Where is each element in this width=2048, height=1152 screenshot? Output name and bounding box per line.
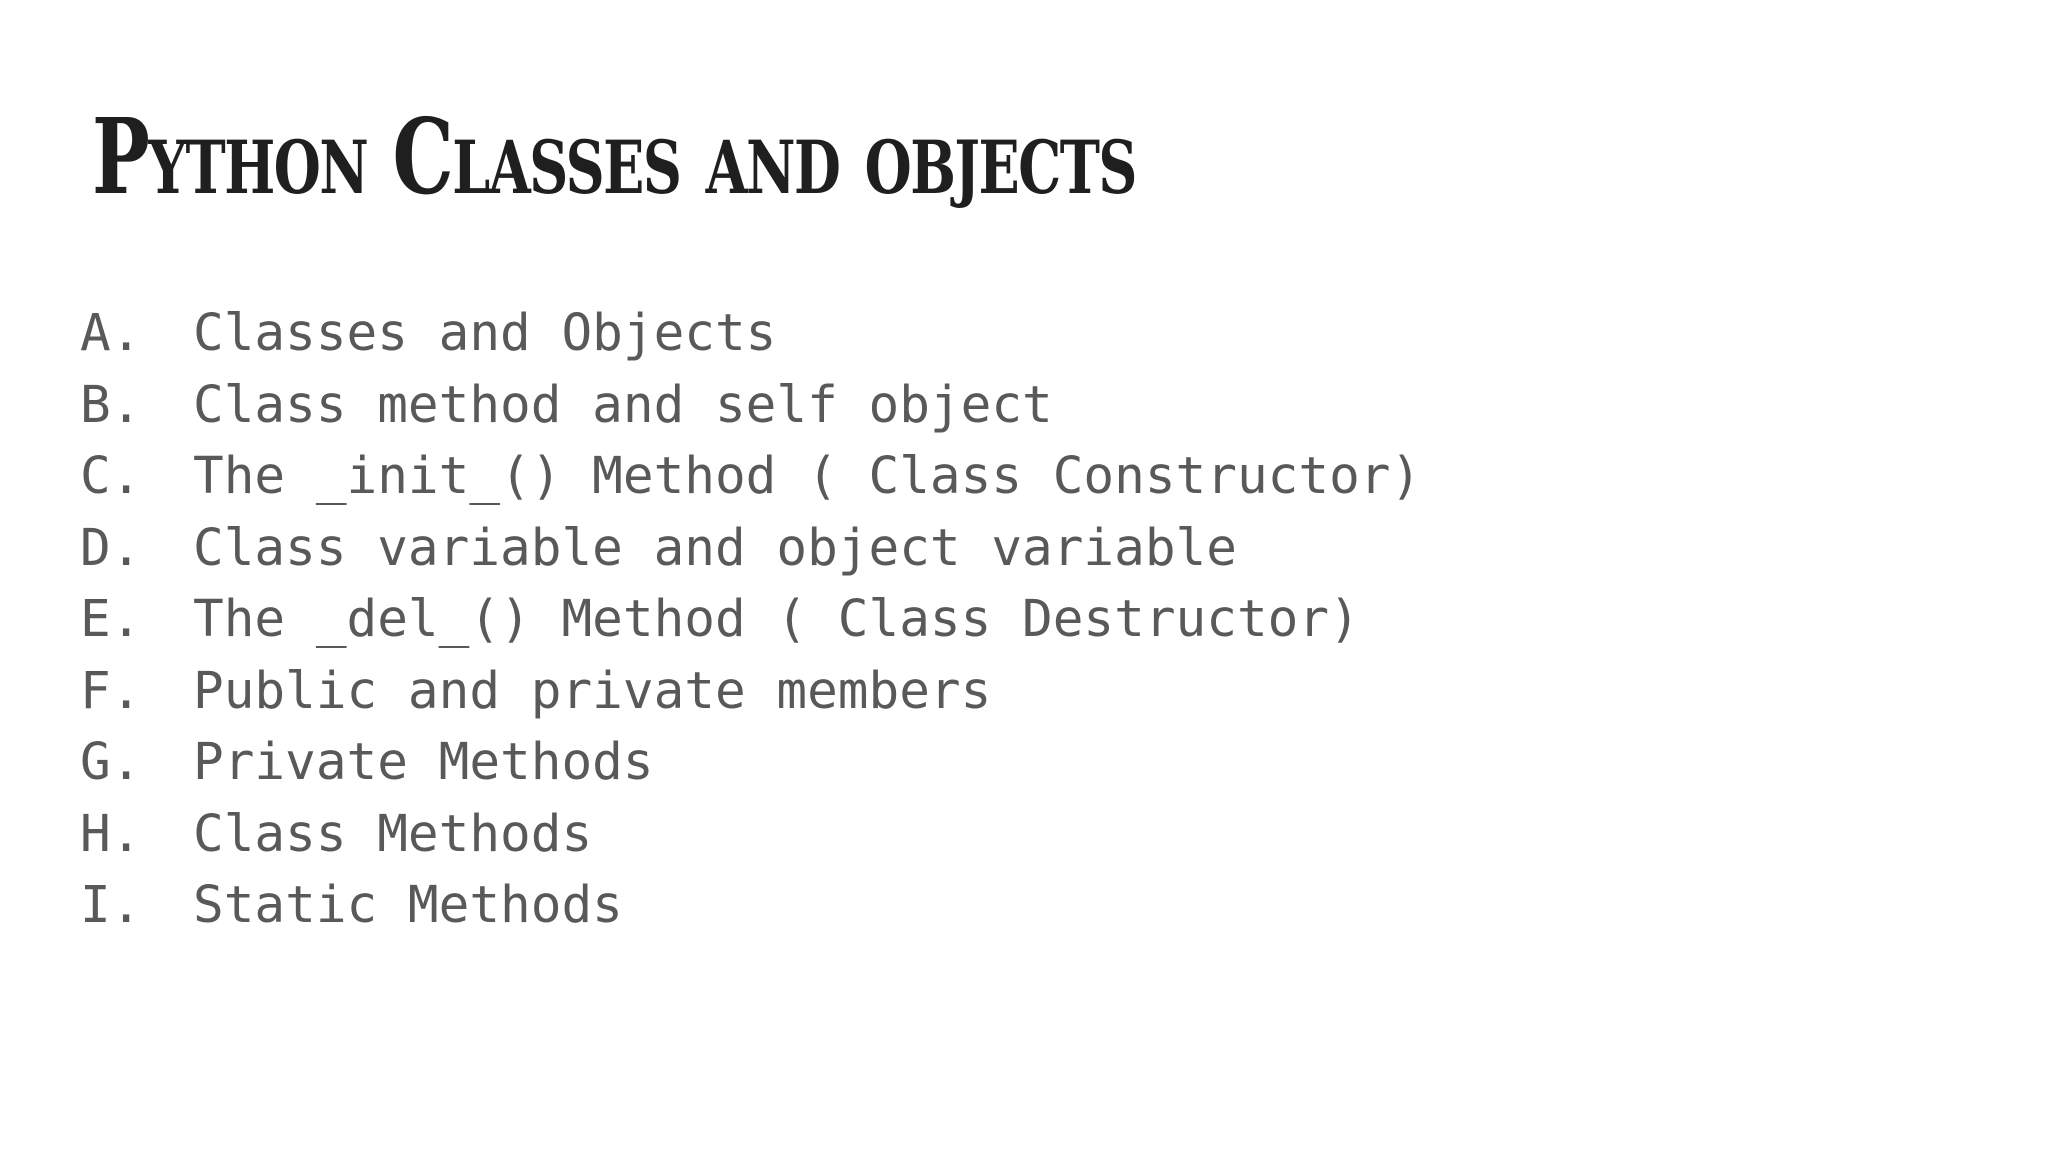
- list-item-text: The _init_() Method ( Class Constructor): [193, 447, 1422, 506]
- list-marker: E.: [80, 590, 142, 649]
- list-marker: B.: [80, 375, 142, 435]
- list-marker: G.: [80, 733, 142, 792]
- slide-title: Python Classes and objects: [92, 95, 1136, 218]
- list-item: [80, 656, 1421, 728]
- list-marker: A.: [80, 304, 142, 363]
- list-item: [80, 441, 1421, 513]
- list-item-text: Class method and self object: [193, 375, 1053, 435]
- list-marker: I.: [80, 876, 142, 935]
- list-item-text: Classes and Objects: [193, 304, 777, 363]
- list-item: [80, 513, 1421, 585]
- list-marker: H.: [80, 804, 142, 864]
- list-item: [80, 799, 1421, 871]
- list-item: [80, 298, 1421, 370]
- list-item: [80, 584, 1421, 656]
- list-item: [80, 370, 1421, 442]
- list-marker: D.: [80, 518, 142, 578]
- list-marker: C.: [80, 447, 142, 506]
- list-item: [80, 727, 1421, 799]
- list-item-text: Static Methods: [193, 876, 623, 935]
- list-item-text: The _del_() Method ( Class Destructor): [193, 590, 1360, 649]
- list-marker: F.: [80, 661, 142, 721]
- list-item-text: Public and private members: [193, 661, 992, 721]
- topic-list: [80, 298, 1421, 942]
- list-item: [80, 870, 1421, 942]
- list-item-text: Private Methods: [193, 733, 654, 792]
- list-item-text: Class Methods: [193, 804, 593, 864]
- list-item-text: Class variable and object variable: [193, 518, 1237, 578]
